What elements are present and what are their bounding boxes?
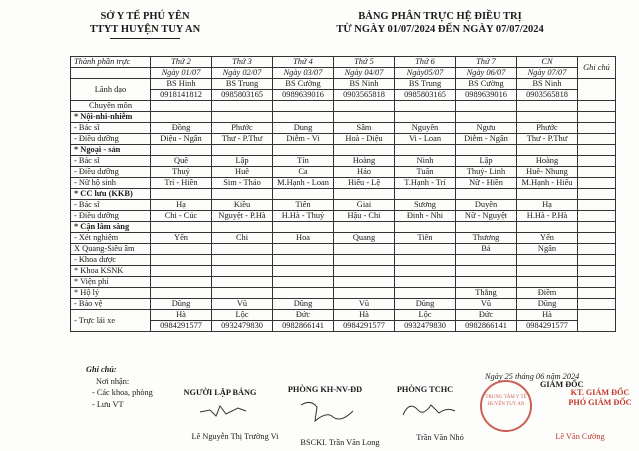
date-header: Ngày 01/07 xyxy=(151,68,212,79)
note-cell xyxy=(578,266,616,277)
row-label: - Bác sĩ xyxy=(71,123,151,134)
note-cell xyxy=(578,233,616,244)
table-row xyxy=(71,101,616,112)
table-row xyxy=(71,79,616,90)
table-cell xyxy=(273,244,334,255)
table-cell xyxy=(273,222,334,233)
org-underline xyxy=(110,38,180,39)
table-cell: M.Hạnh - Hiếu xyxy=(517,178,578,189)
table-row xyxy=(71,178,616,189)
table-cell: H.Hà - Thuỷ xyxy=(273,211,334,222)
table-cell: Điềm xyxy=(517,288,578,299)
table-cell: Ca xyxy=(273,167,334,178)
table-cell xyxy=(395,244,456,255)
table-row xyxy=(71,211,616,222)
table-cell: Hoà - Diệu xyxy=(334,134,395,145)
table-cell: Nữ - Hiền xyxy=(456,178,517,189)
row-label: * Hộ lý xyxy=(71,288,151,299)
signature-scribble xyxy=(297,397,357,427)
table-cell: 0989639016 xyxy=(273,90,334,101)
day-header: Thứ 7 xyxy=(456,57,517,68)
table-cell: Nữ - Nguyệt xyxy=(456,211,517,222)
row-label: - Bảo vệ xyxy=(71,299,151,310)
table-cell xyxy=(517,145,578,156)
table-cell xyxy=(395,101,456,112)
table-cell xyxy=(395,145,456,156)
table-cell: Hà xyxy=(334,310,395,321)
table-cell: Thắng xyxy=(456,288,517,299)
table-cell: Đinh - Nhi xyxy=(395,211,456,222)
table-cell xyxy=(456,266,517,277)
preparer-name: Lê Nguyễn Thị Trường Vi xyxy=(191,432,279,441)
deputy-director-block xyxy=(555,388,639,408)
table-cell: 0985803165 xyxy=(212,90,273,101)
note-cell xyxy=(578,167,616,178)
table-cell xyxy=(517,101,578,112)
table-cell: 0903565818 xyxy=(334,90,395,101)
row-label: Chuyên môn xyxy=(71,101,151,112)
day-header: Thứ 3 xyxy=(212,57,273,68)
note-cell xyxy=(578,211,616,222)
table-cell xyxy=(517,189,578,200)
table-cell: Duyên xyxy=(456,200,517,211)
note-cell xyxy=(578,123,616,134)
table-cell xyxy=(273,288,334,299)
table-cell: Tuấn xyxy=(395,167,456,178)
note-cell xyxy=(578,200,616,211)
note-cell xyxy=(578,101,616,112)
table-cell xyxy=(273,266,334,277)
date-row-label xyxy=(71,68,151,79)
notes-title: Ghi chú: xyxy=(86,365,117,374)
table-cell: Hạ xyxy=(151,200,212,211)
day-header: Thứ 2 xyxy=(151,57,212,68)
row-label: * CC lưu (KKB) xyxy=(71,189,151,200)
table-cell: Hậu - Chi xyxy=(334,211,395,222)
table-cell: Lộc xyxy=(395,310,456,321)
kt-line-2: PHÓ GIÁM ĐỐC xyxy=(568,398,632,407)
note-cell xyxy=(578,145,616,156)
table-cell xyxy=(212,145,273,156)
table-cell xyxy=(151,189,212,200)
table-cell: Phước xyxy=(212,123,273,134)
table-row xyxy=(71,200,616,211)
table-cell: BS Cường xyxy=(456,79,517,90)
table-cell xyxy=(456,101,517,112)
table-cell: Thư - P.Thư xyxy=(212,134,273,145)
table-cell: 0932479830 xyxy=(395,321,456,332)
day-header: Thứ 5 xyxy=(334,57,395,68)
signing-date: Ngày 25 tháng 06 năm 2024 xyxy=(485,372,580,381)
table-cell xyxy=(151,112,212,123)
table-cell xyxy=(334,222,395,233)
note-cell xyxy=(578,178,616,189)
table-row xyxy=(71,288,616,299)
table-cell xyxy=(456,145,517,156)
note-cell xyxy=(578,189,616,200)
table-row xyxy=(71,233,616,244)
table-row xyxy=(71,277,616,288)
table-cell xyxy=(456,112,517,123)
table-cell xyxy=(151,244,212,255)
day-header: Thứ 4 xyxy=(273,57,334,68)
table-cell xyxy=(151,255,212,266)
table-cell xyxy=(395,288,456,299)
table-cell: T.Hạnh - Trí xyxy=(395,178,456,189)
table-cell xyxy=(151,277,212,288)
table-cell xyxy=(517,277,578,288)
table-cell: Phước xyxy=(517,123,578,134)
table-row xyxy=(71,222,616,233)
table-cell xyxy=(212,222,273,233)
table-cell xyxy=(517,222,578,233)
note-cell xyxy=(578,156,616,167)
director-title: GIÁM ĐỐC xyxy=(540,380,584,389)
table-cell: 0985803165 xyxy=(395,90,456,101)
row-label: - Bác sĩ xyxy=(71,156,151,167)
table-row xyxy=(71,134,616,145)
note-cell xyxy=(578,244,616,255)
recipient-item: - Các khoa, phòng xyxy=(92,388,153,397)
table-cell: Diễm - Vi xyxy=(273,134,334,145)
table-cell xyxy=(151,222,212,233)
table-cell: 0918141812 xyxy=(151,90,212,101)
table-cell: Huê xyxy=(212,167,273,178)
table-header-row xyxy=(71,57,616,68)
table-cell: Dũng xyxy=(517,299,578,310)
row-label: - Bác sĩ xyxy=(71,200,151,211)
note-header: Ghi chú xyxy=(578,57,616,79)
table-cell xyxy=(334,266,395,277)
table-cell: Vũ xyxy=(334,299,395,310)
table-cell: Diệu - Ngân xyxy=(151,134,212,145)
table-cell xyxy=(212,255,273,266)
row-label: * Viện phí xyxy=(71,277,151,288)
table-cell: Tín xyxy=(273,156,334,167)
row-label: - Điều dưỡng xyxy=(71,211,151,222)
table-cell xyxy=(212,189,273,200)
note-cell xyxy=(578,255,616,266)
table-cell xyxy=(212,288,273,299)
note-cell xyxy=(578,134,616,145)
table-cell: Thuỷ- Linh xyxy=(456,167,517,178)
table-row xyxy=(71,145,616,156)
date-header: Ngày 06/07 xyxy=(456,68,517,79)
table-cell: Hoa xyxy=(273,233,334,244)
tchc-signature xyxy=(385,385,465,394)
table-cell xyxy=(517,112,578,123)
table-cell: BS Cường xyxy=(273,79,334,90)
org-line-2: TTYT HUYỆN TUY AN xyxy=(89,24,201,35)
table-cell xyxy=(334,112,395,123)
stamp-text: TRUNG TÂM Y TẾ HUYỆN TUY AN xyxy=(485,395,527,407)
table-cell: BS Hinh xyxy=(151,79,212,90)
table-row xyxy=(71,90,616,101)
table-cell: Diễm - Ngân xyxy=(456,134,517,145)
table-cell: Hiếu - Lệ xyxy=(334,178,395,189)
date-header: Ngày05/07 xyxy=(395,68,456,79)
table-cell: Hoàng xyxy=(334,156,395,167)
note-cell xyxy=(578,299,616,310)
table-cell xyxy=(395,112,456,123)
signature-scribble xyxy=(399,397,459,423)
preparer-signature xyxy=(170,388,270,397)
table-cell: Hà xyxy=(517,310,578,321)
row-label: - Điều dưỡng xyxy=(71,134,151,145)
table-cell xyxy=(334,255,395,266)
table-cell: Huê- Nhung xyxy=(517,167,578,178)
recipient-label: Nơi nhận: xyxy=(96,376,130,386)
table-cell: 0903565818 xyxy=(517,90,578,101)
table-cell: Vũ xyxy=(212,299,273,310)
table-cell: Chi - Cúc xyxy=(151,211,212,222)
duty-schedule-table xyxy=(70,56,616,332)
table-cell: Hoàng xyxy=(517,156,578,167)
day-header: Thứ 6 xyxy=(395,57,456,68)
table-cell: Nguyên xyxy=(395,123,456,134)
tchc-name: Trần Văn Nhỏ xyxy=(416,433,464,442)
table-row xyxy=(71,299,616,310)
table-cell: 0932479830 xyxy=(212,321,273,332)
table-cell xyxy=(273,112,334,123)
table-cell xyxy=(151,288,212,299)
table-row xyxy=(71,255,616,266)
table-cell: 0984291577 xyxy=(517,321,578,332)
table-cell: Sâm xyxy=(334,123,395,134)
table-cell xyxy=(395,189,456,200)
table-cell xyxy=(395,266,456,277)
table-cell xyxy=(517,255,578,266)
table-row xyxy=(71,156,616,167)
title-line-1: BẢNG PHÂN TRỰC HỆ ĐIỀU TRỊ xyxy=(358,11,522,22)
table-cell xyxy=(456,189,517,200)
row-label: X Quang-Siêu âm xyxy=(71,244,151,255)
table-cell: Lộc xyxy=(212,310,273,321)
table-cell xyxy=(334,101,395,112)
table-cell: Kiều xyxy=(212,200,273,211)
table-cell: Dũng xyxy=(151,299,212,310)
org-line-1: SỞ Y TẾ PHÚ YÊN xyxy=(100,11,190,22)
recipient-item: - Lưu VT xyxy=(92,399,124,409)
table-cell xyxy=(334,244,395,255)
table-cell xyxy=(273,255,334,266)
table-cell xyxy=(273,189,334,200)
row-label: * Khoa KSNK xyxy=(71,266,151,277)
table-cell: 0984291577 xyxy=(334,321,395,332)
table-cell: H.Hà - P.Hà xyxy=(517,211,578,222)
table-cell: Quang xyxy=(334,233,395,244)
table-row xyxy=(71,167,616,178)
table-cell: Lập xyxy=(212,156,273,167)
table-cell: Giai xyxy=(334,200,395,211)
row-label: * Ngoại - sản xyxy=(71,145,151,156)
table-cell: BS Ninh xyxy=(517,79,578,90)
table-cell xyxy=(334,288,395,299)
table-cell: Thương xyxy=(456,233,517,244)
table-cell: 0982866141 xyxy=(273,321,334,332)
date-header: Ngày 04/07 xyxy=(334,68,395,79)
row-label: - Trực lái xe xyxy=(71,310,151,332)
table-row xyxy=(71,189,616,200)
table-cell: Ninh xyxy=(395,156,456,167)
note-cell xyxy=(578,222,616,233)
title-header xyxy=(270,10,610,36)
table-cell: Sim - Thảo xyxy=(212,178,273,189)
table-date-row xyxy=(71,68,616,79)
row-label: - Nữ hộ sinh xyxy=(71,178,151,189)
table-cell: 0982866141 xyxy=(456,321,517,332)
khnv-signature xyxy=(275,385,375,394)
table-cell xyxy=(334,145,395,156)
table-cell: Ngân xyxy=(517,244,578,255)
table-cell: Yến xyxy=(517,233,578,244)
title-line-2: TỪ NGÀY 01/07/2024 ĐẾN NGÀY 07/07/2024 xyxy=(336,24,544,35)
table-cell: Dũng xyxy=(395,299,456,310)
table-cell: Chi xyxy=(212,233,273,244)
table-cell: Quê xyxy=(151,156,212,167)
tchc-title: PHÒNG TCHC xyxy=(396,385,454,394)
table-cell: Ngưu xyxy=(456,123,517,134)
table-cell xyxy=(151,266,212,277)
note-cell xyxy=(578,112,616,123)
table-cell xyxy=(334,189,395,200)
table-cell xyxy=(273,101,334,112)
corner-header: Thành phần trực xyxy=(71,57,151,68)
preparer-title: NGƯỜI LẬP BẢNG xyxy=(183,388,257,397)
table-cell xyxy=(212,244,273,255)
table-cell xyxy=(273,277,334,288)
khnv-title: PHÒNG KH-NV-ĐD xyxy=(287,385,363,394)
date-header: Ngày 03/07 xyxy=(273,68,334,79)
table-cell: Dung xyxy=(273,123,334,134)
table-cell xyxy=(456,255,517,266)
notes-block xyxy=(86,364,153,410)
table-cell: Dũng xyxy=(273,299,334,310)
table-row xyxy=(71,266,616,277)
table-cell: Hà xyxy=(151,310,212,321)
date-header: Ngày 02/07 xyxy=(212,68,273,79)
table-cell: 0989639016 xyxy=(456,90,517,101)
table-cell xyxy=(273,145,334,156)
table-cell: Thuỷ xyxy=(151,167,212,178)
table-cell: Sương xyxy=(395,200,456,211)
note-cell xyxy=(578,288,616,299)
official-stamp xyxy=(480,380,532,432)
table-cell xyxy=(151,101,212,112)
table-cell: 0984291577 xyxy=(151,321,212,332)
row-label: Lãnh đạo xyxy=(71,79,151,101)
table-cell: Trí - Hiền xyxy=(151,178,212,189)
table-cell: Tiên xyxy=(395,233,456,244)
table-cell xyxy=(517,266,578,277)
table-cell: Hạ xyxy=(517,200,578,211)
table-cell xyxy=(395,255,456,266)
table-cell: Thư - P.Thư xyxy=(517,134,578,145)
director-name: Lê Văn Cường xyxy=(555,432,605,441)
table-cell xyxy=(212,266,273,277)
table-cell xyxy=(334,277,395,288)
table-cell: M.Hạnh - Loan xyxy=(273,178,334,189)
table-cell: Tiến xyxy=(273,200,334,211)
note-cell xyxy=(578,79,616,101)
table-cell xyxy=(395,222,456,233)
kt-line-1: KT. GIÁM ĐỐC xyxy=(570,388,630,397)
table-cell: Vi - Loan xyxy=(395,134,456,145)
table-cell: Đức xyxy=(273,310,334,321)
row-label: * Nội-nhi-nhiễm xyxy=(71,112,151,123)
table-cell: Đồng xyxy=(151,123,212,134)
table-cell xyxy=(151,145,212,156)
table-cell: Yến xyxy=(151,233,212,244)
org-header xyxy=(60,10,230,39)
row-label: - Xét nghiệm xyxy=(71,233,151,244)
table-row xyxy=(71,321,616,332)
table-cell xyxy=(212,112,273,123)
table-cell: BS Ninh xyxy=(334,79,395,90)
row-label: * Cận lâm sàng xyxy=(71,222,151,233)
table-cell xyxy=(212,277,273,288)
table-cell: Lập xyxy=(456,156,517,167)
table-row xyxy=(71,112,616,123)
row-label: - Khoa dược xyxy=(71,255,151,266)
table-cell xyxy=(395,277,456,288)
table-cell: Đức xyxy=(456,310,517,321)
table-cell xyxy=(456,222,517,233)
table-cell: BS Trung xyxy=(395,79,456,90)
table-cell: Bá xyxy=(456,244,517,255)
note-cell xyxy=(578,310,616,332)
khnv-name: BSCKI. Trần Văn Long xyxy=(300,438,380,447)
table-cell: Hảo xyxy=(334,167,395,178)
table-cell xyxy=(456,277,517,288)
table-cell: Vũ xyxy=(456,299,517,310)
table-row xyxy=(71,310,616,321)
day-header: CN xyxy=(517,57,578,68)
signature-scribble xyxy=(198,402,248,420)
date-header: Ngày 07/07 xyxy=(517,68,578,79)
table-cell xyxy=(212,101,273,112)
row-label: - Điều dưỡng xyxy=(71,167,151,178)
note-cell xyxy=(578,277,616,288)
table-cell: BS Trung xyxy=(212,79,273,90)
table-cell: Nguyệt - P.Hà xyxy=(212,211,273,222)
table-row xyxy=(71,244,616,255)
table-row xyxy=(71,123,616,134)
